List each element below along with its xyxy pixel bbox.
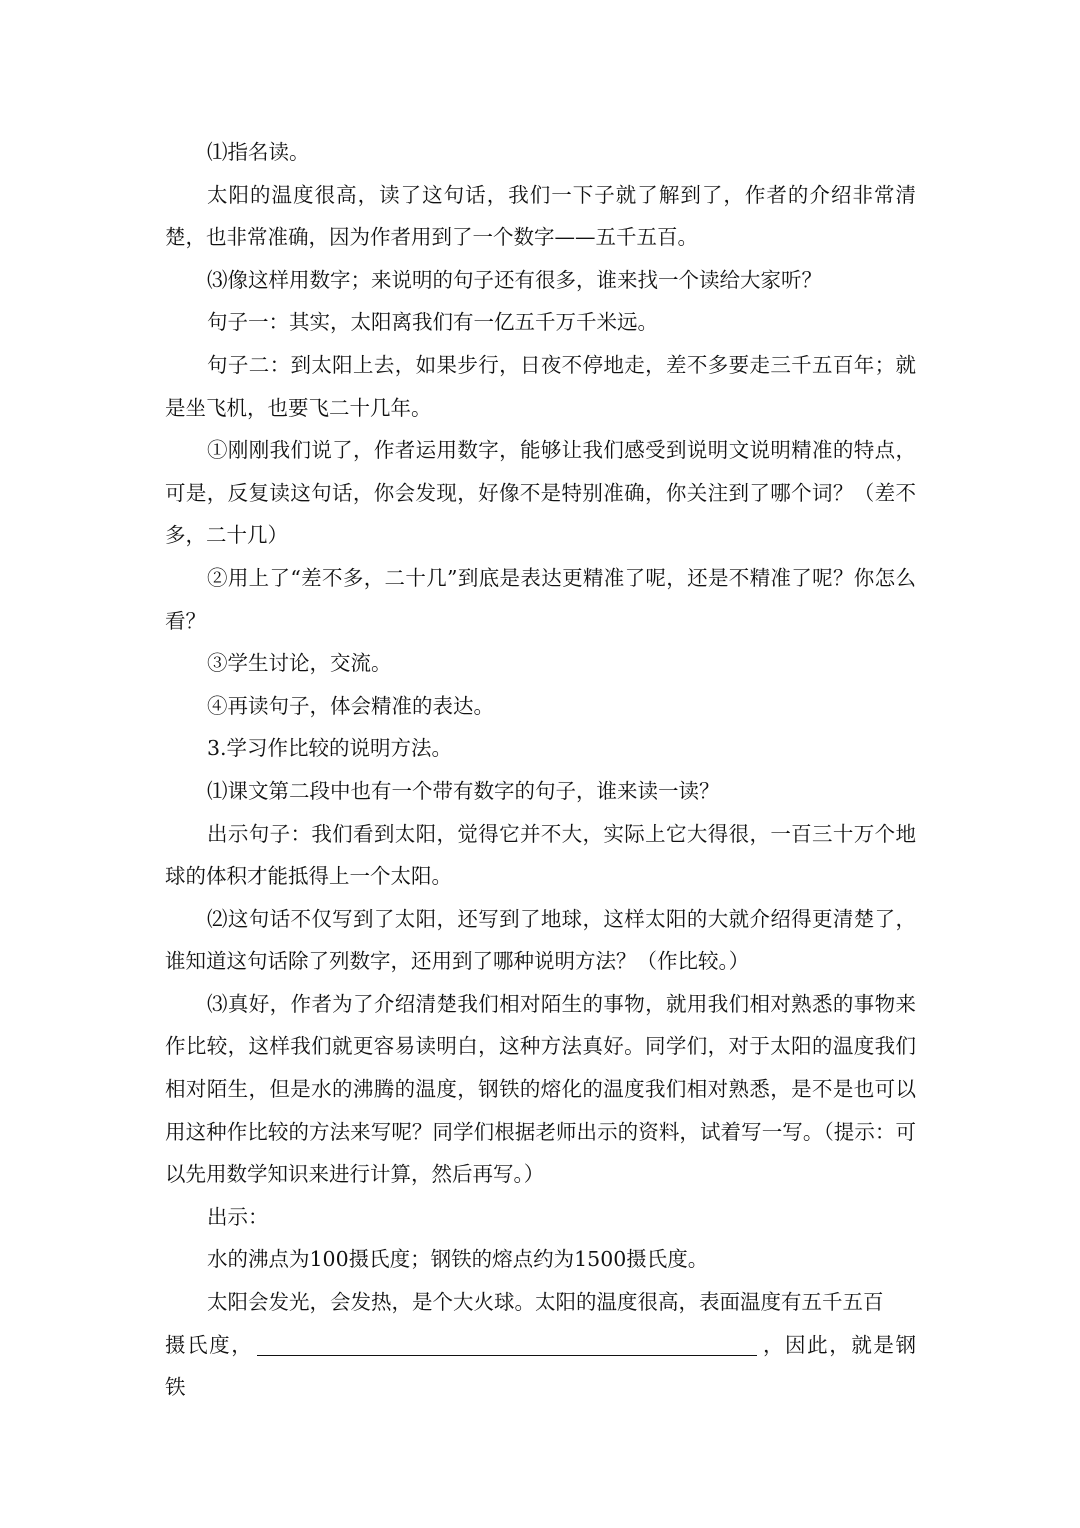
paragraph: ②用上了“差不多，二十几”到底是表达更精准了呢，还是不精准了呢？你怎么看？ — [165, 565, 916, 633]
paragraph: 出示句子：我们看到太阳，觉得它并不大，实际上它大得很，一百三十万个地球的体积才能抵得上一个太阳。 — [165, 821, 916, 889]
section-heading: 3.学习作比较的说明方法。 — [207, 736, 453, 761]
paragraph: ⑴课文第二段中也有一个带有数字的句子，谁来读一读？ — [207, 778, 720, 803]
paragraph: 太阳的温度很高，读了这句话，我们一下子就了解到了，作者的介绍非常清楚，也非常准确，因为作者用到了一个数字——五千五百。 — [165, 182, 916, 250]
paragraph: ⑶真好，作者为了介绍清楚我们相对陌生的事物，就用我们相对熟悉的事物来作比较，这样我们就更容易读明白，这种方法真好。同学们，对于太阳的温度我们相对陌生，但是水的沸腾的温度，钢铁的熔化的温度我们相对熟悉，是不是也可以用这种作比较的方法来写呢？同学们根据老师出示的资料，试着写一写。（提示：可以先用数学知识来进行计算，然后再写。） — [165, 991, 916, 1187]
fill-in-line — [165, 1324, 916, 1409]
paragraph: 水的沸点为100摄氏度；钢铁的熔点约为1500摄氏度。 — [207, 1247, 709, 1272]
paragraph: ⑴指名读。 — [207, 140, 310, 164]
fill-in-blank[interactable] — [257, 1335, 757, 1356]
paragraph: ⑵这句话不仅写到了太阳，还写到了地球，这样太阳的大就介绍得更清楚了，谁知道这句话除了列数字，还用到了哪种说明方法？（作比较。） — [165, 906, 916, 974]
fill-in-suffix: ，因此，就是钢铁 — [165, 1332, 917, 1400]
paragraph: ④再读句子，体会精准的表达。 — [207, 693, 494, 718]
paragraph: ①刚刚我们说了，作者运用数字，能够让我们感受到说明文说明精准的特点，可是，反复读这句话，你会发现，好像不是特别准确，你关注到了哪个词？（差不多，二十几） — [165, 438, 916, 548]
paragraph: 句子一：其实，太阳离我们有一亿五千万千米远。 — [207, 310, 658, 335]
paragraph: 出示： — [207, 1204, 269, 1229]
document-body — [165, 131, 916, 1409]
paragraph: 句子二：到太阳上去，如果步行，日夜不停地走，差不多要走三千五百年；就是坐飞机，也要飞二十几年。 — [165, 352, 916, 420]
paragraph: 太阳会发光，会发热，是个大火球。太阳的温度很高，表面温度有五千五百 — [207, 1290, 884, 1315]
paragraph: ⑶像这样用数字；来说明的句子还有很多，谁来找一个读给大家听？ — [207, 267, 822, 292]
paragraph: ③学生讨论，交流。 — [207, 651, 392, 676]
fill-in-prefix: 摄氏度， — [165, 1332, 254, 1357]
